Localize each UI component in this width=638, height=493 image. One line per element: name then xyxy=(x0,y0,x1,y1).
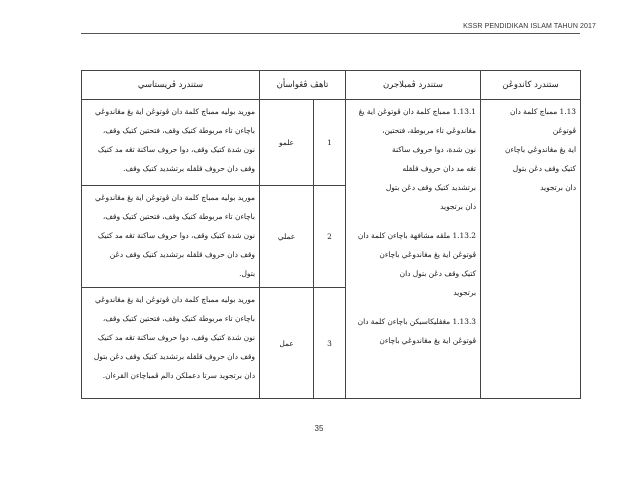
prestasi-line: باچاءن تاء مربوطة کتيک وقف، فتحتين کتيک وقف، xyxy=(102,126,255,135)
kandungan-line: اية يڠ مڠاندوڠي باچاءن xyxy=(505,145,576,154)
pembelajaran-line: دان برتجويد xyxy=(440,202,476,211)
kandungan-line: دان برتجويد xyxy=(540,183,576,192)
standards-table xyxy=(81,70,581,399)
level-label: علمو xyxy=(260,100,314,186)
prestasi-cell xyxy=(82,288,260,399)
pembelajaran-line: 1.13.3 مڠڤليکاسيکن باچاءن کلمة دان xyxy=(357,317,476,326)
prestasi-line: وقف دان حروف قلقله برتشديد کتيک وقف دڠن بتول xyxy=(93,352,255,361)
prestasi-cell xyxy=(82,100,260,186)
spacer xyxy=(350,216,476,226)
prestasi-line: بتول. xyxy=(239,269,255,278)
prestasi-line: نون شدة کتيک وقف، دوا حروف ساکنة تڠه مد کتيک xyxy=(97,333,255,342)
prestasi-line: نون شدة کتيک وقف، دوا حروف ساکنة تڠه مد کتيک xyxy=(97,145,255,154)
prestasi-line: موريد بوليه ممباچ کلمة دان ڤوتوڠن اية يڠ مڠاندوڠي xyxy=(94,193,255,202)
pembelajaran-line: ڤوتوڠن اية يڠ مڠاندوڠي باچاءن xyxy=(379,250,476,259)
prestasi-line: موريد بوليه ممباچ کلمة دان ڤوتوڠن اية يڠ مڠاندوڠي xyxy=(94,107,255,116)
prestasi-line: وقف دان حروف قلقله برتشديد کتيک وقف. xyxy=(123,164,255,173)
pembelajaran-line: ڤوتوڠن اية يڠ مڠاندوڠي باچاءن xyxy=(379,336,476,345)
header-standard-kandungan: ستندرد کاندوڠن xyxy=(481,71,581,100)
level-number: 3 xyxy=(314,288,346,399)
spacer xyxy=(350,302,476,312)
prestasi-cell xyxy=(82,186,260,288)
pembelajaran-cell xyxy=(346,100,481,399)
pembelajaran-line: کتيک وقف دڠن بتول دان xyxy=(399,269,476,278)
header-standard-pembelajaran: ستندرد ڤمبلاجرن xyxy=(346,71,481,100)
header-tahap-penguasaan: تاهڤ ڤڠواسأن xyxy=(260,71,346,100)
prestasi-line: باچاءن تاء مربوطة کتيک وقف، فتحتين کتيک وقف، xyxy=(102,314,255,323)
pembelajaran-line: نون شدة، دوا حروف ساکنة xyxy=(392,145,476,154)
level-number: 2 xyxy=(314,186,346,288)
page-number: 35 xyxy=(314,424,324,433)
prestasi-line: وقف دان حروف قلقله برتشديد کتيک وقف دڠن xyxy=(109,250,255,259)
pembelajaran-line: برتجويد xyxy=(453,288,476,297)
level-label: عملي xyxy=(260,186,314,288)
prestasi-line: نون شدة کتيک وقف، دوا حروف ساکنة تڠه مد کتيک xyxy=(97,231,255,240)
pembelajaran-line: 1.13.1 ممباچ کلمة دان ڤوتوڠن اية يڠ xyxy=(358,107,476,116)
pembelajaran-line: برتشديد کتيک وقف دڠن بتول xyxy=(385,183,476,192)
header-divider xyxy=(81,33,580,34)
pembelajaran-line: 1.13.2 ملڤه مشافهة باچاءن کلمة دان xyxy=(357,231,476,240)
kandungan-line: 1.13 ممباچ کلمة دان ڤوتوڠن xyxy=(510,107,576,135)
pembelajaran-line: تڠه مد دان حروف قلقله xyxy=(402,164,476,173)
header-standard-prestasi: ستندرد ڤريستاسي xyxy=(82,71,260,100)
table-row xyxy=(82,100,581,186)
prestasi-line: دان برتجويد سرتا دعملکن دالم ڤمباچاءن القرءان. xyxy=(102,371,255,380)
kandungan-line: کتيک وقف دڠن بتول xyxy=(512,164,576,173)
kandungan-cell xyxy=(481,100,581,399)
page-header: KSSR PENDIDIKAN ISLAM TAHUN 2017 xyxy=(463,23,596,30)
prestasi-line: موريد بوليه ممباچ کلمة دان ڤوتوڠن اية يڠ مڠاندوڠي xyxy=(94,295,255,304)
level-number: 1 xyxy=(314,100,346,186)
table-header-row xyxy=(82,71,581,100)
pembelajaran-line: مڠاندوڠي تاء مربوطة، فتحتين، xyxy=(382,126,476,135)
level-label: عمل xyxy=(260,288,314,399)
prestasi-line: باچاءن تاء مربوطة کتيک وقف، فتحتين کتيک وقف، xyxy=(102,212,255,221)
